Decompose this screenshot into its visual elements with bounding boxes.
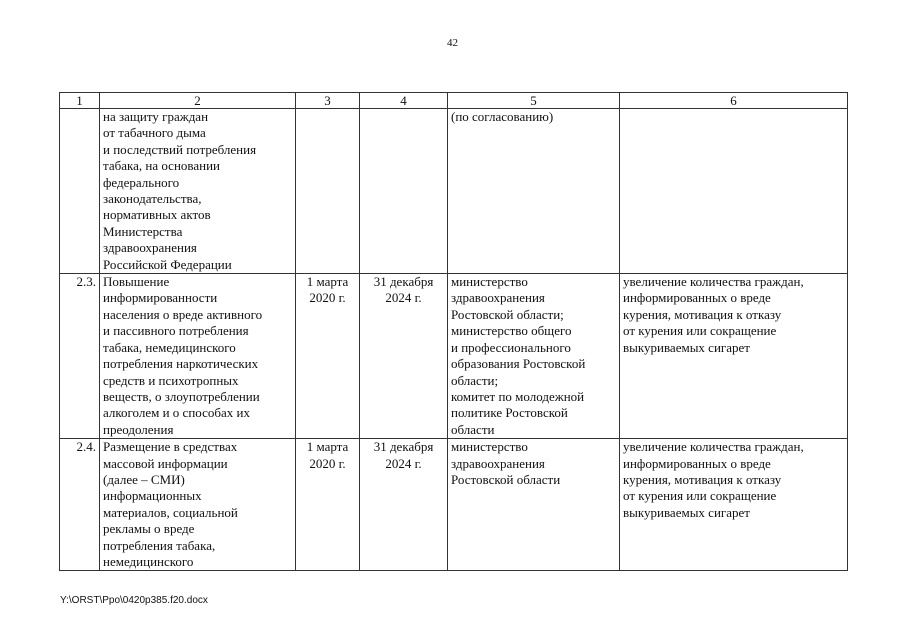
cell-line: табака, немедицинского — [103, 339, 236, 355]
start-date-cell — [296, 109, 360, 274]
cell-line: информационных — [103, 488, 202, 504]
cell-line: комитет по молодежной — [451, 388, 585, 404]
start-date-cell — [296, 439, 360, 571]
end-date-cell — [360, 109, 448, 274]
cell-line: веществ, о злоупотреблении — [103, 388, 260, 404]
cell-line: потребления наркотических — [103, 356, 259, 372]
cell-line: Ростовской области — [451, 471, 561, 487]
cell-line: Ростовской области; — [451, 306, 564, 322]
cell-line: (далее – СМИ) — [103, 471, 185, 487]
cell-line: материалов, социальной — [103, 504, 238, 520]
result-cell — [620, 274, 848, 439]
cell-line: (по согласованию) — [451, 109, 554, 124]
cell-line: населения о вреде активного — [103, 306, 263, 322]
end-date-cell — [360, 274, 448, 439]
table-body — [60, 109, 848, 571]
cell-line: и профессионального — [451, 339, 571, 355]
start-date-cell — [296, 274, 360, 439]
row-number-cell: 2.4. — [60, 439, 100, 571]
cell-line: 2020 г. — [309, 290, 346, 306]
column-header-1: 1 — [60, 93, 100, 109]
description-cell — [100, 274, 296, 439]
cell-line: информированных о вреде — [623, 455, 771, 471]
cell-line: информированности — [103, 290, 218, 306]
row-number-cell: 2.3. — [60, 274, 100, 439]
column-header-4: 4 — [360, 93, 448, 109]
table-row — [60, 109, 848, 274]
cell-line: от табачного дыма — [103, 125, 206, 141]
cell-line: министерство — [451, 439, 528, 455]
cell-line: и последствий потребления — [103, 141, 257, 157]
cell-line: от курения или сокращение — [623, 488, 777, 504]
cell-line: 2024 г. — [385, 455, 422, 471]
cell-line: и пассивного потребления — [103, 323, 249, 339]
cell-line: федерального — [103, 174, 180, 190]
cell-line: 2020 г. — [309, 455, 346, 471]
description-cell — [100, 109, 296, 274]
cell-line: немедицинского — [103, 553, 194, 569]
page-number: 42 — [447, 37, 458, 49]
column-header-6: 6 — [620, 93, 848, 109]
cell-line: выкуриваемых сигарет — [623, 339, 750, 355]
cell-line: здравоохранения — [451, 290, 545, 306]
executor-cell — [448, 274, 620, 439]
cell-line: преодоления — [103, 421, 174, 437]
measures-table — [59, 92, 848, 571]
column-header-5: 5 — [448, 93, 620, 109]
executor-cell — [448, 439, 620, 571]
cell-line: законодательства, — [103, 191, 202, 207]
cell-line: курения, мотивация к отказу — [623, 306, 782, 322]
end-date-cell — [360, 439, 448, 571]
cell-line: выкуриваемых сигарет — [623, 504, 750, 520]
cell-line: области — [451, 421, 495, 437]
cell-line: увеличение количества граждан, — [623, 274, 804, 290]
cell-line: 1 марта — [306, 439, 349, 455]
cell-line: Повышение — [103, 274, 170, 290]
table-header-row — [60, 93, 848, 109]
cell-line: информированных о вреде — [623, 290, 771, 306]
cell-line: увеличение количества граждан, — [623, 439, 804, 455]
cell-line: министерство общего — [451, 323, 572, 339]
result-cell — [620, 109, 848, 274]
description-cell — [100, 439, 296, 571]
cell-line: образования Ростовской — [451, 356, 586, 372]
cell-line: здравоохранения — [103, 240, 197, 256]
column-header-2: 2 — [100, 93, 296, 109]
cell-line: алкоголем и о способах их — [103, 405, 250, 421]
cell-line: нормативных актов — [103, 207, 211, 223]
footer-file-path: Y:\ORST\Ppo\0420p385.f20.docx — [60, 595, 208, 606]
table-row — [60, 439, 848, 571]
cell-line: политике Ростовской — [451, 405, 568, 421]
cell-line: средств и психотропных — [103, 372, 239, 388]
cell-line: на защиту граждан — [103, 109, 209, 124]
cell-line: потребления табака, — [103, 537, 216, 553]
cell-line: от курения или сокращение — [623, 323, 777, 339]
cell-line: Российской Федерации — [103, 256, 232, 272]
executor-cell — [448, 109, 620, 274]
cell-line: области; — [451, 372, 499, 388]
cell-line: 31 декабря — [373, 274, 434, 290]
cell-line: табака, на основании — [103, 158, 221, 174]
cell-line: 31 декабря — [373, 439, 434, 455]
table-row — [60, 274, 848, 439]
cell-line: 1 марта — [306, 274, 349, 290]
cell-line: здравоохранения — [451, 455, 545, 471]
cell-line: министерство — [451, 274, 528, 290]
column-header-3: 3 — [296, 93, 360, 109]
cell-line: курения, мотивация к отказу — [623, 471, 782, 487]
cell-line: Размещение в средствах — [103, 439, 238, 455]
row-number-cell — [60, 109, 100, 274]
cell-line: Министерства — [103, 223, 183, 239]
cell-line: массовой информации — [103, 455, 228, 471]
result-cell — [620, 439, 848, 571]
cell-line: рекламы о вреде — [103, 521, 195, 537]
cell-line: 2024 г. — [385, 290, 422, 306]
